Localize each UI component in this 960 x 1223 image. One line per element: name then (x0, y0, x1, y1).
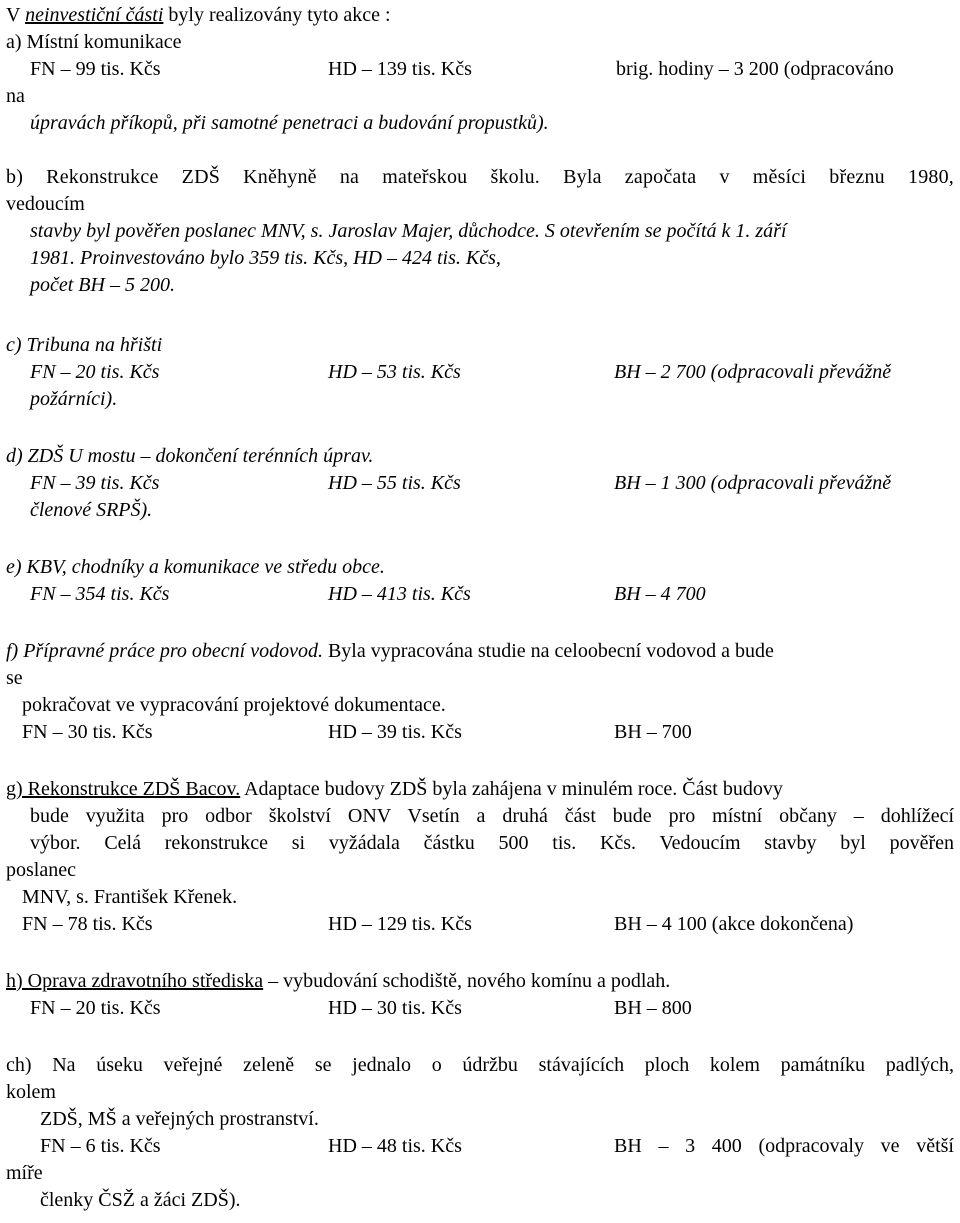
section-g-bh: BH – 4 100 (akce dokončena) (614, 913, 854, 935)
section-g-line4: poslanec (6, 859, 76, 881)
section-ch-hd: HD – 48 tis. Kčs (328, 1135, 462, 1157)
section-c-title: c) Tribuna na hřišti (6, 334, 163, 356)
section-ch-bh: BH – 3 400 (odpracovaly ve větší (614, 1135, 954, 1157)
section-h-bh: BH – 800 (614, 997, 692, 1019)
section-ch-line5: míře (6, 1162, 43, 1184)
section-b-line1: b) Rekonstrukce ZDŠ Kněhyně na mateřskou školu. Byla započata v měsíci březnu 1980, (6, 166, 954, 188)
section-c-hd: HD – 53 tis. Kčs (328, 361, 461, 383)
section-g-hd: HD – 129 tis. Kčs (328, 913, 472, 935)
section-ch-line2: kolem (6, 1081, 56, 1103)
section-b-line2: vedoucím (6, 193, 85, 215)
section-d-bh: BH – 1 300 (odpracovali převážně (614, 472, 892, 494)
section-f-line3: pokračovat ve vypracování projektové dokumentace. (22, 694, 446, 716)
section-c-fn: FN – 20 tis. Kčs (30, 361, 160, 383)
section-f-title: f) Přípravné práce pro obecní vodovod. (6, 640, 323, 662)
section-e-hd: HD – 413 tis. Kčs (328, 583, 471, 605)
section-f-line2: se (6, 667, 23, 689)
intro-underlined: neinvestiční části (25, 4, 164, 26)
intro-prefix: V (6, 4, 26, 26)
section-f-hd: HD – 39 tis. Kčs (328, 721, 462, 743)
section-e-bh: BH – 4 700 (614, 583, 706, 605)
section-ch-fn: FN – 6 tis. Kčs (40, 1135, 161, 1157)
section-d-fn: FN – 39 tis. Kčs (30, 472, 160, 494)
intro-line (6, 2, 391, 29)
section-d-cont: členové SRPŠ). (30, 499, 153, 521)
section-f-fn: FN – 30 tis. Kčs (22, 721, 153, 743)
section-g-line2: bude využita pro odbor školství ONV Vsetín a druhá část bude pro místní občany – dohlížecí (30, 805, 954, 827)
section-c-cont: požárníci). (30, 388, 118, 410)
section-h-line1 (6, 968, 670, 995)
section-f-bh: BH – 700 (614, 721, 692, 743)
section-a-note: brig. hodiny – 3 200 (odpracováno (616, 58, 894, 80)
section-h-hd: HD – 30 tis. Kčs (328, 997, 462, 1019)
section-g-title: g) Rekonstrukce ZDŠ Bacov. (6, 778, 241, 800)
section-ch-line6: členky ČSŽ a žáci ZDŠ). (40, 1189, 241, 1211)
section-h-fn: FN – 20 tis. Kčs (30, 997, 161, 1019)
section-a-note3: úpravách příkopů, při samotné penetraci a budování propustků). (30, 112, 549, 134)
intro-suffix: byly realizovány tyto akce : (163, 4, 391, 26)
section-g-line1 (6, 776, 783, 803)
section-ch-line1: ch) Na úseku veřejné zeleně se jednalo o údržbu stávajících ploch kolem památníku padlých, (6, 1054, 954, 1076)
section-g-line5: MNV, s. František Křenek. (22, 886, 238, 908)
section-a-hd: HD – 139 tis. Kčs (328, 58, 472, 80)
section-g-line1-rest: Adaptace budovy ZDŠ byla zahájena v minulém roce. Část budovy (240, 778, 783, 800)
section-e-fn: FN – 354 tis. Kčs (30, 583, 170, 605)
section-h-title: h) Oprava zdravotního střediska (6, 970, 264, 992)
section-f-title-rest: Byla vypracována studie na celoobecní vodovod a bude (322, 640, 774, 662)
section-b-line4: 1981. Proinvestováno bylo 359 tis. Kčs, HD – 424 tis. Kčs, (30, 247, 501, 269)
section-ch-line3: ZDŠ, MŠ a veřejných prostranství. (40, 1108, 319, 1130)
section-a-note2: na (6, 85, 25, 107)
section-h-title-rest: – vybudování schodiště, nového komínu a podlah. (263, 970, 671, 992)
section-f-title-line (6, 638, 774, 665)
section-g-fn: FN – 78 tis. Kčs (22, 913, 153, 935)
section-g-line3: výbor. Celá rekonstrukce si vyžádala částku 500 tis. Kčs. Vedoucím stavby byl pověřen (30, 832, 954, 854)
section-d-hd: HD – 55 tis. Kčs (328, 472, 461, 494)
section-a-title: a) Místní komunikace (6, 31, 182, 53)
section-e-title: e) KBV, chodníky a komunikace ve středu obce. (6, 556, 385, 578)
section-b-line3: stavby byl pověřen poslanec MNV, s. Jaroslav Majer, důchodce. S otevřením se počítá k 1. září (30, 220, 787, 242)
section-a-fn: FN – 99 tis. Kčs (30, 58, 161, 80)
section-d-title: d) ZDŠ U mostu – dokončení terénních úprav. (6, 445, 374, 467)
section-c-bh: BH – 2 700 (odpracovali převážně (614, 361, 892, 383)
section-b-line5: počet BH – 5 200. (30, 274, 175, 296)
